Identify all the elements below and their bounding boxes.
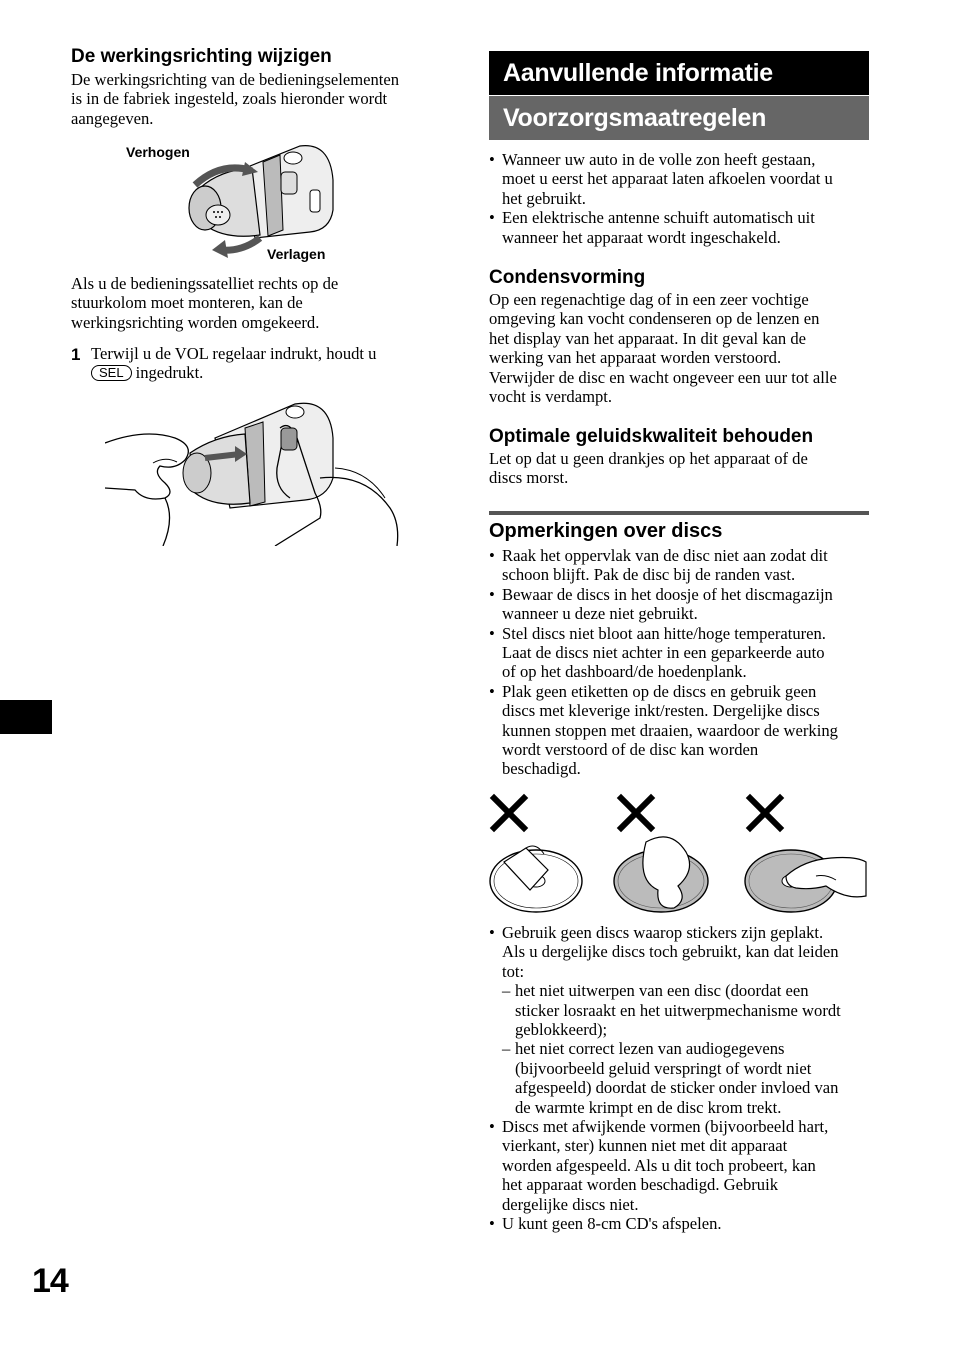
line: het apparaat worden beschadigd. Gebruik bbox=[502, 1175, 778, 1195]
subsection-title-bar: Voorzorgsmaatregelen bbox=[489, 96, 869, 140]
heading-opmerkingen-discs: Opmerkingen over discs bbox=[489, 520, 723, 542]
line: • Plak geen etiketten op de discs en gebruik geen bbox=[502, 681, 817, 701]
list-item bbox=[489, 585, 874, 624]
line: wanneer het apparaat wordt ingeschakeld. bbox=[502, 227, 781, 247]
list-item bbox=[489, 682, 874, 779]
rotary-commander-illustration bbox=[180, 140, 340, 260]
condensation-paragraph bbox=[489, 290, 874, 406]
line: kunnen stoppen met draaien, waardoor de werking bbox=[502, 720, 838, 740]
label-verlagen: Verlagen bbox=[267, 246, 326, 262]
intro-line: aangegeven. bbox=[71, 108, 154, 128]
line: vierkant, ster) kunnen niet met dit apparaat bbox=[502, 1136, 788, 1156]
line: • Stel discs niet bloot aan hitte/hoge temperaturen. bbox=[502, 623, 826, 643]
line: wanneer u deze niet gebruikt. bbox=[502, 604, 698, 624]
heading-geluidskwaliteit: Optimale geluidskwaliteit behouden bbox=[489, 426, 814, 447]
disc-notes-list-2 bbox=[489, 923, 874, 1234]
mount-line: stuurkolom moet monteren, kan de bbox=[71, 293, 303, 313]
line: • Raak het oppervlak van de disc niet aan zodat dit bbox=[502, 546, 828, 565]
line: het gebruikt. bbox=[502, 188, 586, 208]
list-item bbox=[502, 1039, 874, 1117]
page-number: 14 bbox=[32, 1262, 68, 1300]
line: moet u eerst het apparaat laten afkoelen voordat u bbox=[502, 169, 833, 189]
line: • Wanneer uw auto in de volle zon heeft gestaan, bbox=[502, 150, 816, 169]
intro-line: is in de fabriek ingesteld, zoals hieronder wordt bbox=[71, 89, 388, 109]
line: Als u dergelijke discs toch gebruikt, kan dat leiden bbox=[502, 942, 839, 962]
list-item bbox=[489, 923, 874, 1117]
line: Op een regenachtige dag of in een zeer vochtige bbox=[489, 290, 809, 309]
cross-mark-icon bbox=[494, 798, 524, 828]
step-text bbox=[91, 344, 471, 383]
step-line1: Terwijl u de VOL regelaar indrukt, houdt u bbox=[91, 344, 377, 363]
disc-touching-icon bbox=[745, 850, 866, 912]
section-tab-marker bbox=[0, 700, 52, 734]
mount-paragraph bbox=[71, 274, 461, 332]
line: discs met kleverige inkt/resten. Dergelijke discs bbox=[502, 701, 820, 721]
line: of op het dashboard/de hoedenplank. bbox=[502, 662, 747, 682]
heading-condensvorming: Condensvorming bbox=[489, 267, 646, 288]
cross-mark-icon bbox=[750, 798, 780, 828]
list-item bbox=[489, 1117, 874, 1214]
line: Let op dat u geen drankjes op het apparaat of de bbox=[489, 449, 808, 468]
line: werking van het apparaat worden verstoord. bbox=[489, 348, 782, 368]
line: • Bewaar de discs in het doosje of het discmagazijn bbox=[502, 584, 833, 604]
line: • Discs met afwijkende vormen (bijvoorbeeld hart, bbox=[502, 1117, 829, 1137]
heading-werkingsrichting: De werkingsrichting wijzigen bbox=[71, 46, 332, 67]
sound-paragraph bbox=[489, 449, 874, 488]
line: schoon blijft. Pak de disc bij de randen vast. bbox=[502, 565, 796, 585]
line: afgespeeld) doordat de sticker onder invloed van bbox=[515, 1078, 839, 1098]
line: tot: bbox=[502, 961, 525, 981]
line: • Een elektrische antenne schuift automatisch uit bbox=[502, 208, 815, 228]
sticker-consequences-list bbox=[502, 981, 874, 1117]
mount-line: Als u de bedieningssatelliet rechts op de bbox=[71, 274, 339, 293]
line: – het niet uitwerpen van een disc (doordat een bbox=[515, 981, 809, 1001]
step-number: 1 bbox=[71, 345, 81, 364]
disc-warning-illustrations bbox=[486, 790, 870, 918]
intro-paragraph bbox=[71, 70, 461, 128]
label-verhogen: Verhogen bbox=[126, 144, 190, 160]
line: • Gebruik geen discs waarop stickers zijn geplakt. bbox=[502, 923, 824, 942]
intro-line: De werkingsrichting van de bedieningselementen bbox=[71, 70, 400, 89]
line: • U kunt geen 8-cm CD's afspelen. bbox=[502, 1214, 722, 1234]
line: – het niet correct lezen van audiogegevens bbox=[515, 1039, 785, 1059]
step-line2 bbox=[91, 363, 471, 382]
disc-notes-list bbox=[489, 546, 874, 779]
list-item bbox=[489, 624, 874, 682]
list-item bbox=[489, 150, 869, 208]
sel-key: SEL bbox=[91, 365, 132, 381]
line: worden afgespeeld. Als u dit toch probeert, kan bbox=[502, 1155, 816, 1175]
line: beschadigd. bbox=[502, 759, 581, 779]
line: omgeving kan vocht condenseren op de lenzen en bbox=[489, 309, 820, 329]
section-divider bbox=[489, 511, 869, 515]
line: vocht is verdampt. bbox=[489, 387, 613, 407]
list-item bbox=[489, 546, 874, 585]
section-title-bar: Aanvullende informatie bbox=[489, 51, 869, 95]
list-item bbox=[489, 1214, 874, 1233]
line: discs morst. bbox=[489, 468, 569, 488]
disc-with-sticker-icon bbox=[490, 846, 582, 912]
line: geblokkeerd); bbox=[515, 1020, 608, 1040]
line: wordt verstoord of de disc kan worden bbox=[502, 740, 759, 760]
mount-line: werkingsrichting worden omgekeerd. bbox=[71, 312, 320, 332]
hands-pressing-illustration bbox=[105, 398, 405, 546]
warped-disc-icon bbox=[614, 837, 708, 912]
line: de warmte krimpt en de disc krom trekt. bbox=[515, 1097, 782, 1117]
line: sticker losraakt en het uitwerpmechanisme wordt bbox=[515, 1000, 841, 1020]
step-line2-rest: ingedrukt. bbox=[135, 363, 204, 383]
list-item bbox=[489, 208, 869, 247]
line: dergelijke discs niet. bbox=[502, 1194, 639, 1214]
line: Verwijder de disc en wacht ongeveer een uur tot alle bbox=[489, 367, 837, 387]
cross-mark-icon bbox=[621, 798, 651, 828]
line: (bijvoorbeeld geluid verspringt of wordt niet bbox=[515, 1058, 812, 1078]
line: Laat de discs niet achter in een geparkeerde auto bbox=[502, 643, 825, 663]
list-item bbox=[502, 981, 874, 1039]
precautions-list bbox=[489, 150, 869, 247]
line: het display van het apparaat. In dit geval kan de bbox=[489, 328, 807, 348]
